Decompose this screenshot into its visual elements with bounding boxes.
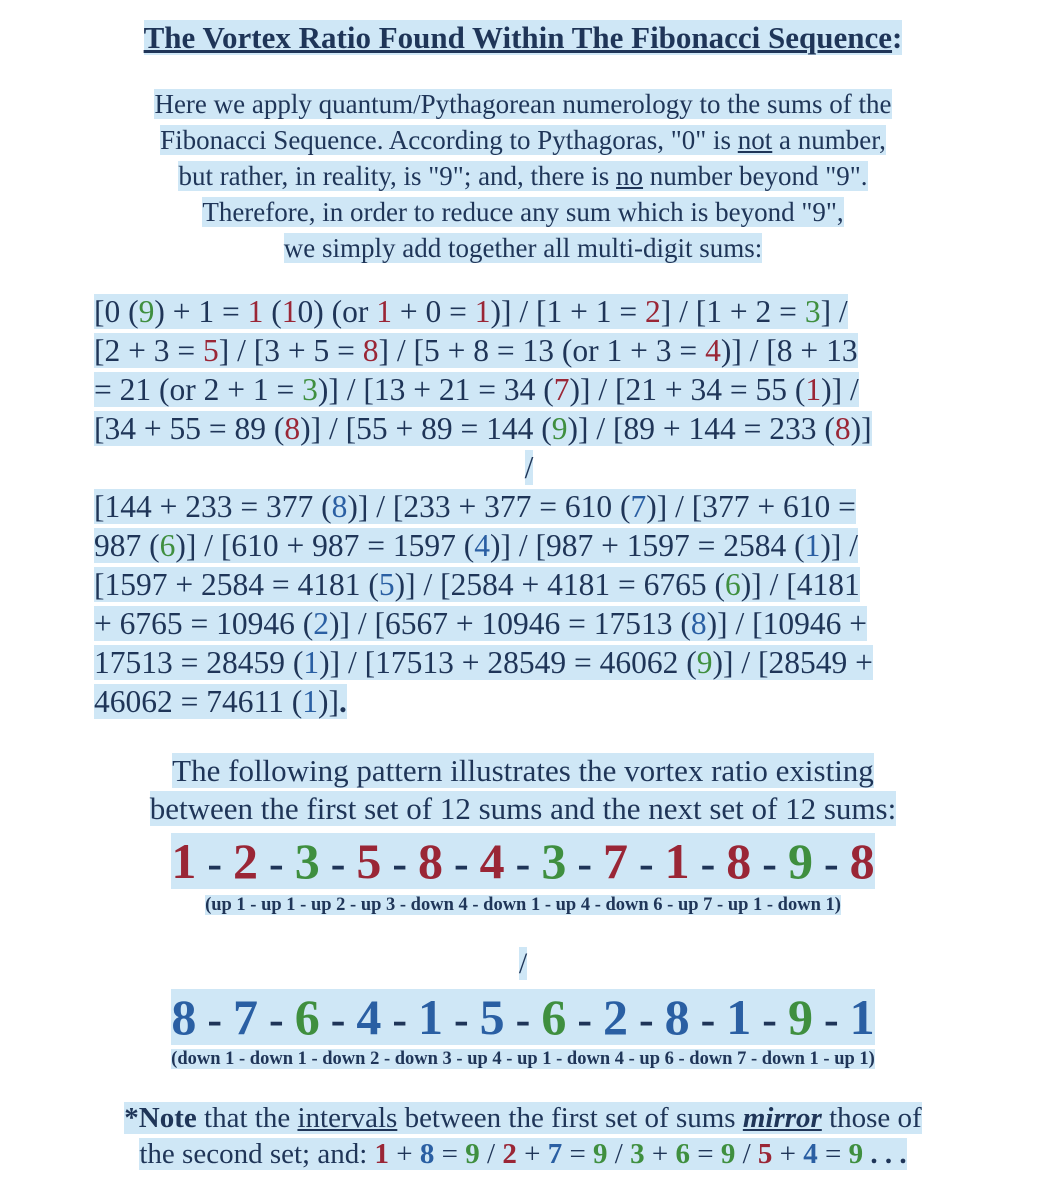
note-digit: 8 [419, 1138, 435, 1170]
note-intervals: intervals [297, 1102, 398, 1134]
pattern-digit: 2 [602, 989, 628, 1045]
sums-text: ] / [820, 294, 848, 329]
digit-separator: - [504, 995, 542, 1044]
intro-line-3a: but rather, in reality, is "9"; and, there is [178, 161, 617, 191]
second-set-digits [0, 988, 1046, 1049]
reduced-digit: 1 [474, 294, 491, 329]
digit-separator: - [812, 839, 850, 888]
sums-text: )] / [610 + 987 = 1597 ( [175, 528, 475, 563]
digit-separator: - [751, 839, 788, 888]
sums-line [94, 526, 964, 565]
digit-separator: - [689, 995, 727, 1044]
title-colon: : [892, 20, 903, 55]
note-digit: 1 [374, 1138, 390, 1170]
reduced-digit: 7 [553, 372, 570, 407]
reduced-digit: 8 [331, 489, 348, 524]
pattern-digit: 1 [664, 833, 690, 889]
pattern-digit: 3 [541, 833, 567, 889]
sums-text: )] [317, 684, 339, 719]
sums-text: . [338, 684, 347, 719]
note-digit: 6 [675, 1138, 690, 1170]
sums-text: ] / [3 + 5 = [218, 333, 363, 368]
note-line-2 [0, 1136, 1046, 1172]
sums-text: )] / [4181 [740, 567, 860, 602]
sums-text: )] / [233 + 377 = 610 ( [347, 489, 631, 524]
first-set-digits [0, 832, 1046, 893]
pattern-digit: 5 [356, 833, 382, 889]
pattern-digit: 8 [171, 989, 197, 1045]
pattern-digit: 1 [726, 989, 752, 1045]
digit-separator: - [627, 839, 665, 888]
pattern-digit: 1 [171, 833, 197, 889]
digit-separator: - [812, 995, 850, 1044]
sums-text: )] / [987 + 1597 = 2584 ( [490, 528, 805, 563]
sums-text: )] / [2584 + 4181 = 6765 ( [394, 567, 726, 602]
reduced-digit: 8 [362, 333, 379, 368]
digit-separator: - [258, 839, 295, 888]
fibonacci-sums-block [94, 292, 964, 721]
sums-text: )] / [21 + 34 = 55 ( [569, 372, 806, 407]
sums-text: ] / [5 + 8 = 13 (or 1 + 3 = [378, 333, 706, 368]
reduced-digit: 1 [805, 372, 822, 407]
sums-text: 17513 = 28459 ( [94, 645, 304, 680]
digit-separator: - [566, 839, 603, 888]
pattern-digit: 6 [541, 989, 567, 1045]
note-text: = [817, 1138, 849, 1170]
digit-separator: - [381, 839, 419, 888]
sums-text: )] / [17513 + 28549 = 46062 ( [319, 645, 697, 680]
digit-separator: - [381, 995, 419, 1044]
sums-text: 0) (or [297, 294, 377, 329]
note-star: * [124, 1102, 139, 1134]
intro-line-2a: Fibonacci Sequence. According to Pythagoras, "0" is [160, 125, 738, 155]
set-divider [0, 946, 1046, 982]
pattern-digit: 8 [418, 833, 444, 889]
digit-separator: - [689, 839, 727, 888]
sums-line [94, 643, 964, 682]
intro-not: not [737, 125, 773, 155]
digit-separator: - [504, 839, 542, 888]
reduced-digit: 7 [630, 489, 647, 524]
sums-text: [34 + 55 = 89 ( [94, 411, 285, 446]
first-set-intervals-text: (up 1 - up 1 - up 2 - up 3 - down 4 - down 1 - up 4 - down 6 - up 7 - up 1 - down 1) [205, 895, 841, 915]
pattern-digit: 9 [787, 989, 813, 1045]
pattern-digit: 5 [479, 989, 505, 1045]
sums-text: ] / [1 + 2 = [660, 294, 805, 329]
pattern-digit: 4 [479, 833, 505, 889]
reduced-digit: 2 [645, 294, 661, 329]
title-text: The Vortex Ratio Found Within The Fibonacci Sequence [143, 20, 893, 55]
pattern-digit: 8 [664, 989, 690, 1045]
note-paragraph [0, 1100, 1046, 1172]
sums-text: 46062 = 74611 ( [94, 684, 303, 719]
sums-text: 987 ( [94, 528, 160, 563]
sums-text: )] / [10946 + [706, 606, 868, 641]
sums-text: + 0 = [392, 294, 475, 329]
sums-text: [0 ( [94, 294, 139, 329]
reduced-digit: 9 [696, 645, 713, 680]
note-text-c: those of [821, 1102, 922, 1134]
reduced-digit: 4 [474, 528, 490, 563]
reduced-digit: 8 [690, 606, 707, 641]
note-digit: 7 [547, 1138, 563, 1170]
digit-separator: - [196, 839, 234, 888]
reduced-digit: 1 [376, 294, 392, 329]
note-text-b: between the first set of sums [397, 1102, 743, 1134]
note-text: + [644, 1138, 676, 1170]
sums-line [94, 331, 964, 370]
pattern-digit: 1 [418, 989, 444, 1045]
sums-text: )] / [13 + 21 = 34 ( [317, 372, 554, 407]
sums-text: )] / [28549 + [712, 645, 873, 680]
pattern-digit: 3 [294, 833, 320, 889]
digit-separator: - [319, 839, 357, 888]
first-set-intervals [0, 893, 1046, 917]
reduced-digit: 1 [303, 645, 320, 680]
sums-text: ) + 1 = [154, 294, 248, 329]
pattern-digit: 4 [356, 989, 382, 1045]
pattern-digit: 9 [787, 833, 813, 889]
digit-separator: - [443, 839, 480, 888]
note-text: = [434, 1138, 466, 1170]
second-set-intervals [0, 1047, 1046, 1071]
sums-line [94, 370, 964, 409]
reduced-digit: 1 [302, 684, 318, 719]
sums-line [94, 565, 964, 604]
note-text: + [389, 1138, 420, 1170]
pattern-digit: 8 [849, 833, 875, 889]
reduced-digit: 3 [302, 372, 318, 407]
intro-no: no [616, 161, 644, 191]
note-text: / [735, 1138, 758, 1170]
document-title [0, 16, 1046, 60]
pattern-digit: 7 [233, 989, 259, 1045]
intro-paragraph [60, 86, 986, 266]
pattern-intro-line-1: The following pattern illustrates the vortex ratio existing [172, 753, 874, 788]
note-text: + [772, 1138, 804, 1170]
sums-text: / [524, 450, 534, 485]
reduced-digit: 5 [203, 333, 219, 368]
sums-text: )] / [55 + 89 = 144 ( [300, 411, 552, 446]
note-text: / [479, 1138, 503, 1170]
reduced-digit: 8 [284, 411, 301, 446]
note-digit: 2 [502, 1138, 517, 1170]
sums-line [94, 487, 964, 526]
reduced-digit: 3 [804, 294, 821, 329]
reduced-digit: 4 [705, 333, 721, 368]
sums-line [94, 448, 964, 487]
sums-text: + 6765 = 10946 ( [94, 606, 314, 641]
sums-line [94, 682, 964, 721]
digit-separator: - [443, 995, 480, 1044]
digit-separator: - [566, 995, 603, 1044]
second-set-intervals-text: (down 1 - down 1 - down 2 - down 3 - up 4 - up 1 - down 4 - up 6 - down 7 - down 1 - up 1) [171, 1049, 875, 1069]
digit-separator: - [751, 995, 788, 1044]
note-digit: 4 [803, 1138, 818, 1170]
sums-line [94, 604, 964, 643]
note-digit: 9 [465, 1138, 480, 1170]
sums-text: )] / [821, 372, 859, 407]
intro-line-2b: a number, [772, 125, 886, 155]
reduced-digit: 1 [281, 294, 298, 329]
pattern-digit: 1 [849, 989, 875, 1045]
note-text: = [689, 1138, 721, 1170]
sums-text: [144 + 233 = 377 ( [94, 489, 332, 524]
reduced-digit: 6 [725, 567, 741, 602]
pattern-digit: 6 [294, 989, 320, 1045]
pattern-intro [0, 752, 1046, 828]
reduced-digit: 1 [804, 528, 821, 563]
sums-text: [1597 + 2584 = 4181 ( [94, 567, 379, 602]
pattern-intro-line-2: between the first set of 12 sums and the next set of 12 sums: [149, 791, 897, 826]
pattern-digit: 8 [726, 833, 752, 889]
note-text: + [516, 1138, 548, 1170]
intro-line-5: we simply add together all multi-digit sums: [283, 233, 763, 263]
reduced-digit: 2 [313, 606, 330, 641]
digit-separator: - [196, 995, 234, 1044]
intro-line-3b: number beyond "9". [643, 161, 868, 191]
note-digit: 9 [848, 1138, 864, 1170]
note-digit: 9 [720, 1138, 736, 1170]
note-digit: 5 [757, 1138, 773, 1170]
set-divider-text: / [518, 947, 528, 980]
sums-text: )] [850, 411, 872, 446]
sums-text: )] / [6567 + 10946 = 17513 ( [329, 606, 691, 641]
sums-text: )] / [1 + 1 = [490, 294, 646, 329]
sums-line [94, 409, 964, 448]
sums-text: = 21 (or 2 + 1 = [94, 372, 303, 407]
note-text: = [562, 1138, 594, 1170]
reduced-digit: 9 [138, 294, 155, 329]
sums-text: ( [263, 294, 282, 329]
note-digit: 9 [593, 1138, 608, 1170]
note-text-a: that the [196, 1102, 298, 1134]
reduced-digit: 1 [247, 294, 264, 329]
sums-text: )] / [8 + 13 [720, 333, 858, 368]
sums-text: )] / [820, 528, 858, 563]
note-text: . . . [863, 1138, 907, 1170]
reduced-digit: 6 [159, 528, 176, 563]
note-text: the second set; and: [139, 1138, 375, 1170]
intro-line-4: Therefore, in order to reduce any sum which is beyond "9", [202, 197, 844, 227]
pattern-digit: 2 [233, 833, 259, 889]
note-digit: 3 [630, 1138, 645, 1170]
reduced-digit: 8 [834, 411, 851, 446]
note-mirror: mirror [742, 1102, 822, 1134]
intro-line-1: Here we apply quantum/Pythagorean numerology to the sums of the [154, 89, 892, 119]
pattern-digit: 7 [602, 833, 628, 889]
reduced-digit: 5 [378, 567, 395, 602]
note-label: Note [138, 1102, 197, 1134]
digit-separator: - [319, 995, 357, 1044]
sums-line [94, 292, 964, 331]
sums-text: [2 + 3 = [94, 333, 204, 368]
reduced-digit: 9 [551, 411, 568, 446]
digit-separator: - [258, 995, 295, 1044]
digit-separator: - [627, 995, 665, 1044]
sums-text: )] / [377 + 610 = [646, 489, 856, 524]
sums-text: )] / [89 + 144 = 233 ( [567, 411, 835, 446]
note-text: / [607, 1138, 631, 1170]
